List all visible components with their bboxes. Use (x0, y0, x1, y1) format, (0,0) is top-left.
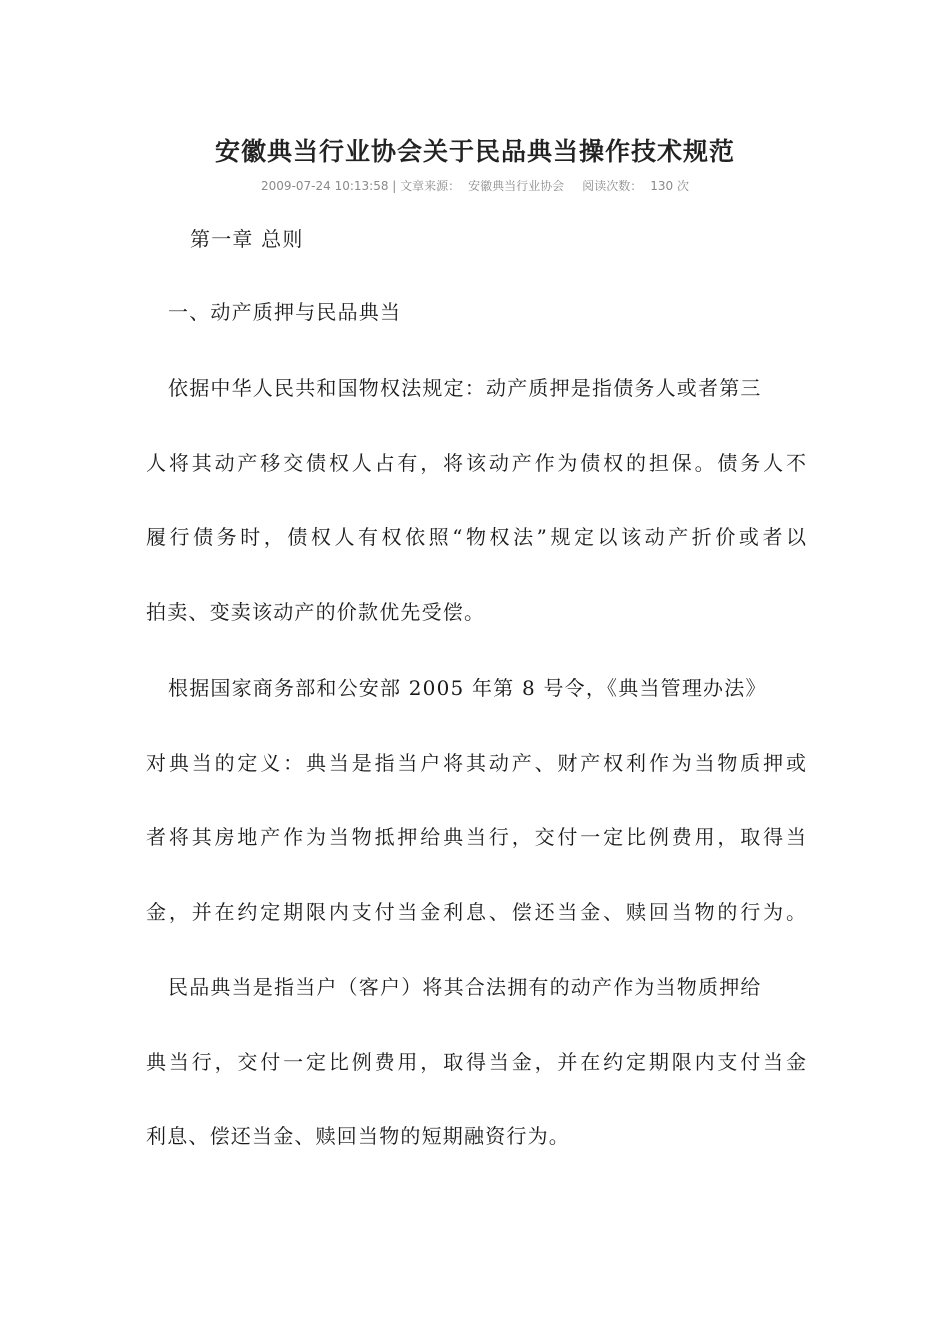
paragraph-line: 利息、偿还当金、赎回当物的短期融资行为。 (146, 1124, 570, 1148)
paragraph-line: 依据中华人民共和国物权法规定：动产质押是指债务人或者第三 (168, 376, 762, 400)
publish-datetime: 2009-07-24 10:13:58 (261, 179, 389, 193)
source-value: 安徽典当行业协会 (468, 179, 565, 193)
paragraph-line: 金，并在约定期限内支付当金利息、偿还当金、赎回当物的行为。 (146, 900, 806, 924)
paragraph-line: 对典当的定义：典当是指当户将其动产、财产权利作为当物质押或 (146, 751, 806, 775)
paragraph-line: 典当行，交付一定比例费用，取得当金，并在约定期限内支付当金 (146, 1050, 806, 1074)
views-count: 130 (650, 179, 674, 193)
views-unit: 次 (676, 179, 689, 193)
paragraph-line: 民品典当是指当户（客户）将其合法拥有的动产作为当物质押给 (168, 975, 762, 999)
paragraph-line: 根据国家商务部和公安部 2005 年第 8 号令，《典当管理办法》 (168, 676, 767, 700)
views-label: 阅读次数： (582, 179, 643, 193)
meta-separator: | (388, 179, 401, 193)
paragraph-line: 履行债务时，债权人有权依照“物权法”规定以该动产折价或者以 (146, 525, 806, 549)
section-heading: 一、动产质押与民品典当 (168, 300, 402, 324)
paragraph-line: 人将其动产移交债权人占有，将该动产作为债权的担保。债务人不 (146, 451, 806, 475)
chapter-heading: 第一章 总则 (190, 227, 304, 251)
source-label: 文章来源： (400, 179, 461, 193)
paragraph-line: 者将其房地产作为当物抵押给典当行，交付一定比例费用，取得当 (146, 825, 806, 849)
paragraph-line: 拍卖、变卖该动产的价款优先受偿。 (146, 600, 486, 624)
article-title: 安徽典当行业协会关于民品典当操作技术规范 (214, 137, 735, 166)
article-meta (0, 177, 950, 195)
